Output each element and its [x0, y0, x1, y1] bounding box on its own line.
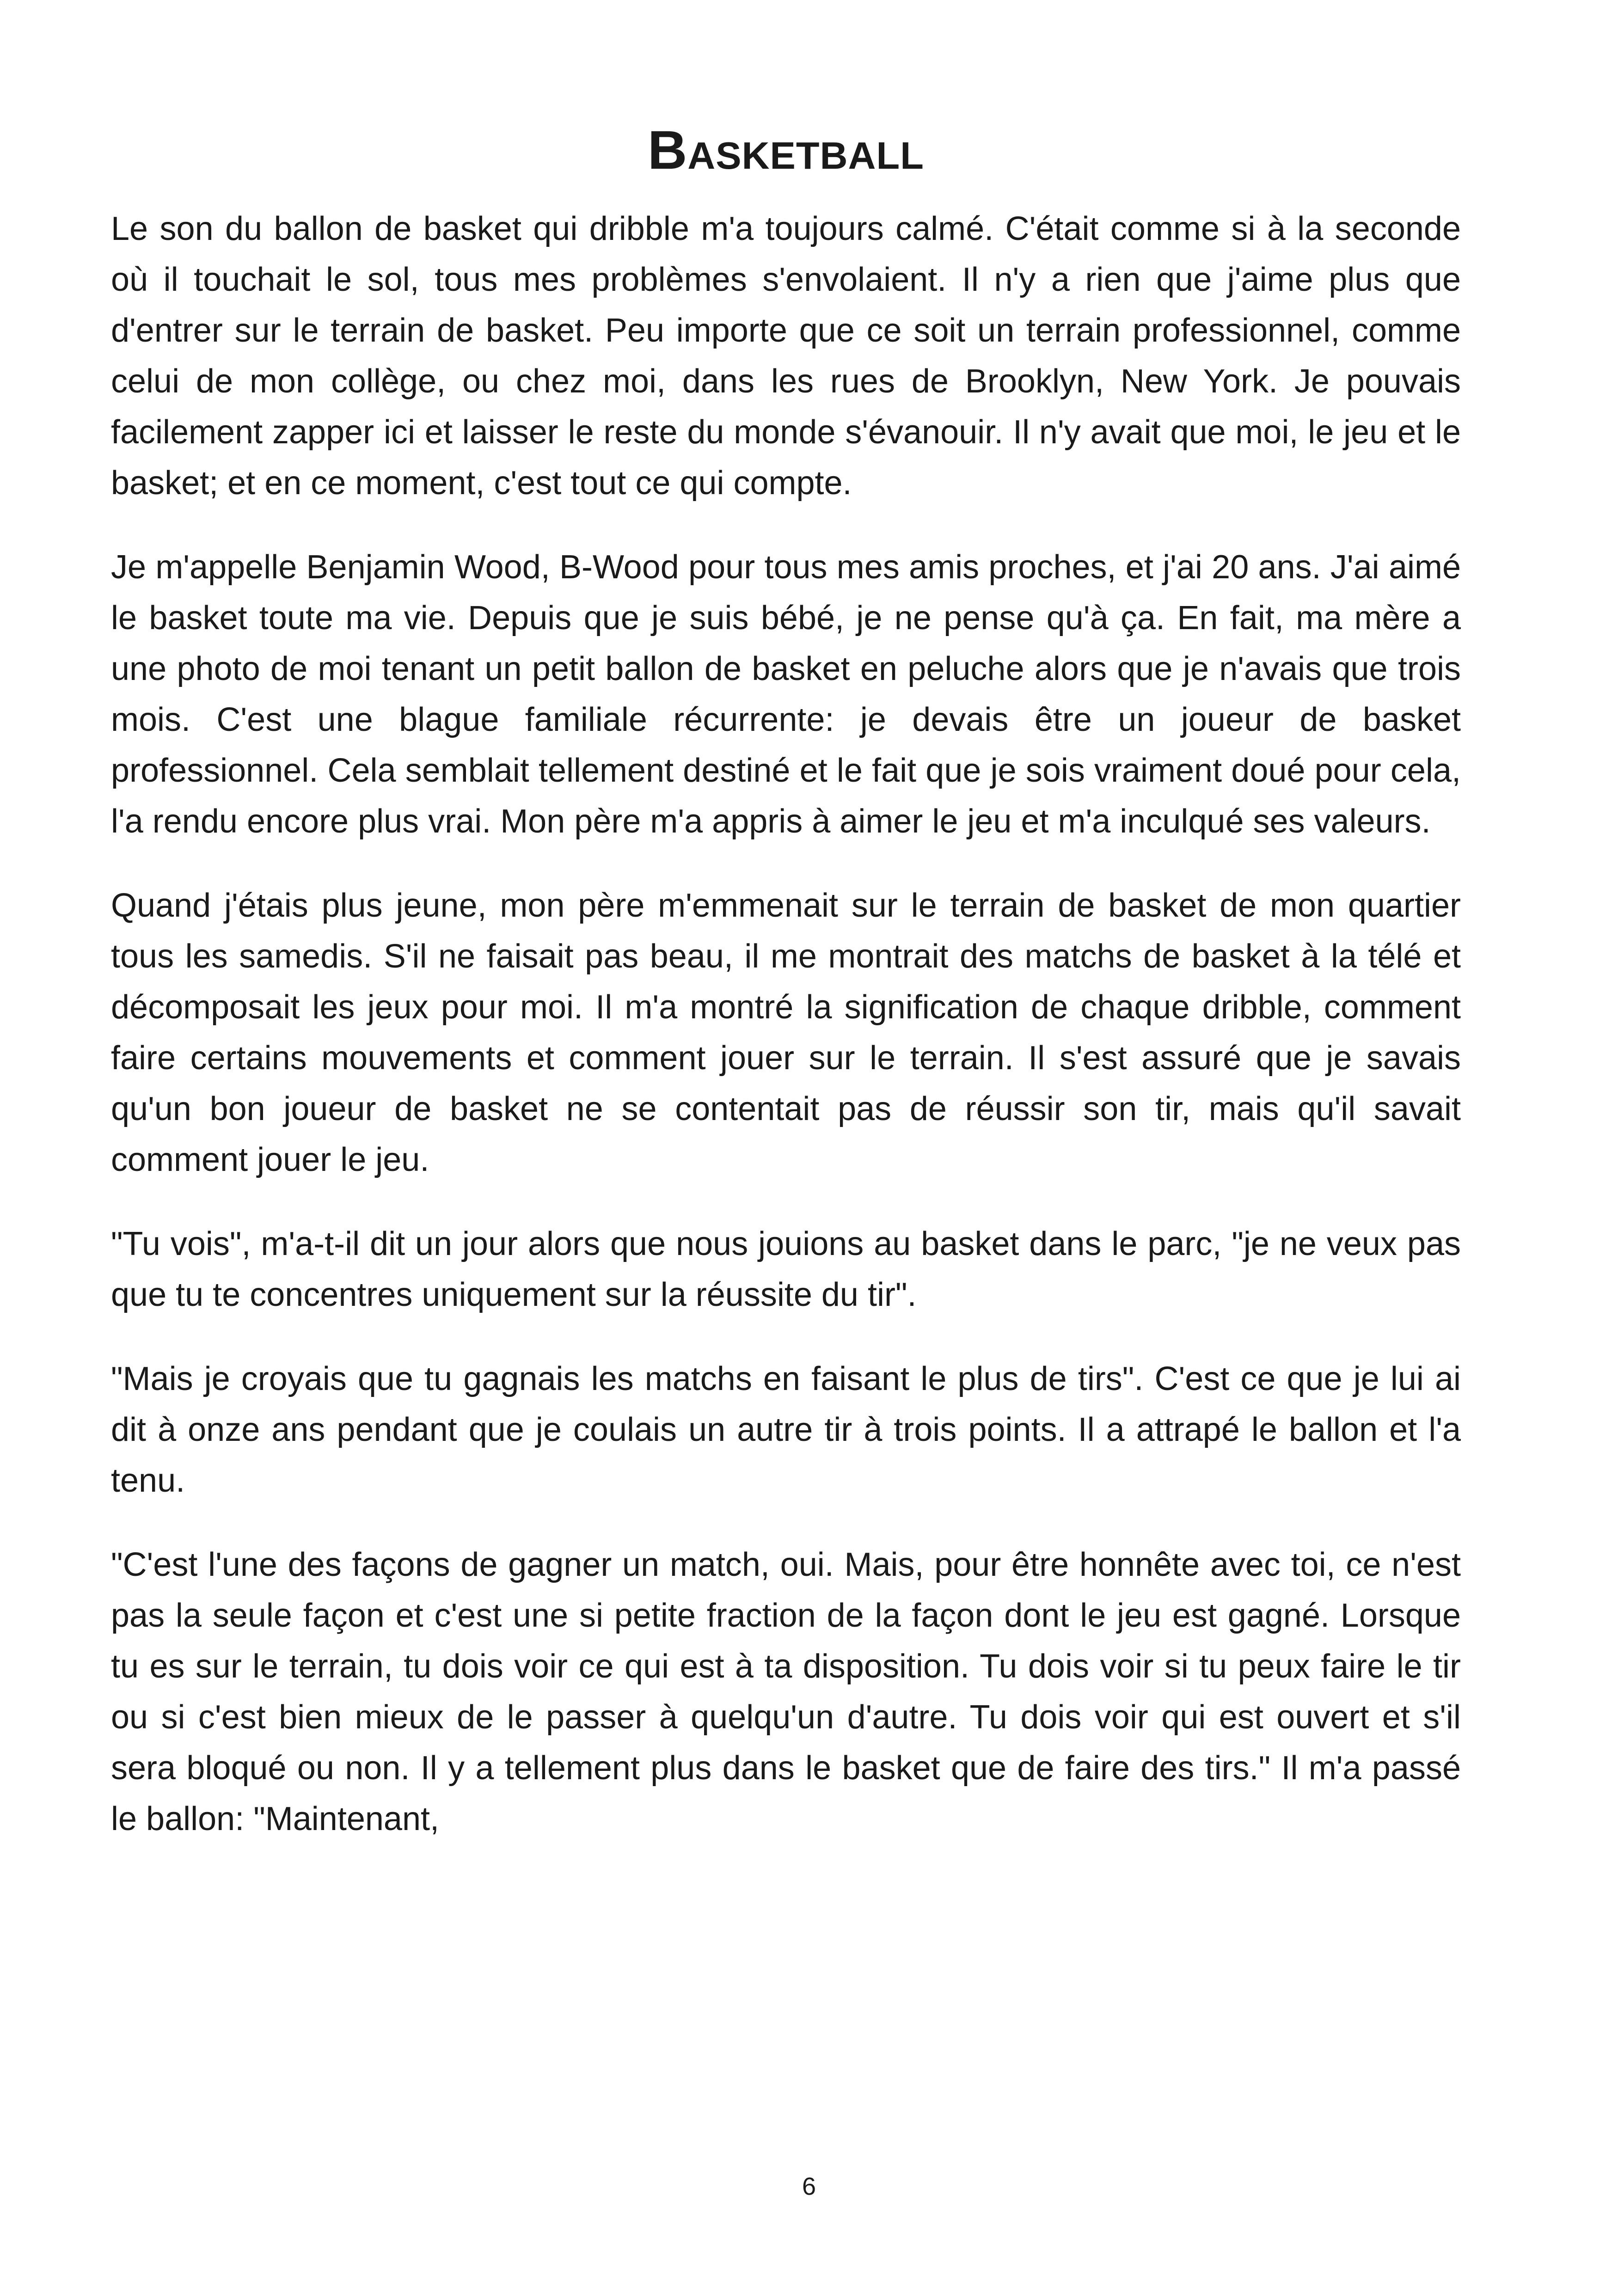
- page-number: 6: [802, 2173, 816, 2200]
- paragraph: "Mais je croyais que tu gagnais les matchs en faisant le plus de tirs". C'est ce que je lui ai dit à onze ans pendant que je coulais un autre tir à trois points. Il a attrapé le ballon et l'a tenu.: [111, 1360, 1461, 1499]
- paragraph: Le son du ballon de basket qui dribble m'a toujours calmé. C'était comme si à la seconde où il touchait le sol, tous mes problèmes s'envolaient. Il n'y a rien que j'aime plus que d'entrer sur le terrain de basket. Peu importe que ce soit un terrain professionnel, comme celui de mon collège, ou chez moi, dans les rues de Brooklyn, New York. Je pouvais facilement zapper ici et laisser le reste du monde s'évanouir. Il n'y avait que moi, le jeu et le basket; et en ce moment, c'est tout ce qui compte.: [111, 210, 1461, 502]
- paragraph: Je m'appelle Benjamin Wood, B-Wood pour tous mes amis proches, et j'ai 20 ans. J'ai aimé le basket toute ma vie. Depuis que je suis bébé, je ne pense qu'à ça. En fait, ma mère a une photo de moi tenant un petit ballon de basket en peluche alors que je n'avais que trois mois. C'est une blague familiale récurrente: je devais être un joueur de basket professionnel. Cela semblait tellement destiné et le fait que je sois vraiment doué pour cela, l'a rendu encore plus vrai. Mon père m'a appris à aimer le jeu et m'a inculqué ses valeurs.: [111, 549, 1461, 840]
- paragraph: "C'est l'une des façons de gagner un match, oui. Mais, pour être honnête avec toi, ce n'est pas la seule façon et c'est une si petite fraction de la façon dont le jeu est gagné. Lorsque tu es sur le terrain, tu dois voir ce qui est à ta disposition. Tu dois voir si tu peux faire le tir ou si c'est bien mieux de le passer à quelqu'un d'autre. Tu dois voir qui est ouvert et s'il sera bloqué ou non. Il y a tellement plus dans le basket que de faire des tirs." Il m'a passé le ballon: "Maintenant,: [111, 1546, 1461, 1837]
- chapter-title: Basketball: [648, 120, 924, 181]
- paragraph: Quand j'étais plus jeune, mon père m'emmenait sur le terrain de basket de mon quartier tous les samedis. S'il ne faisait pas beau, il me montrait des matchs de basket à la télé et décomposait les jeux pour moi. Il m'a montré la signification de chaque dribble, comment faire certains mouvements et comment jouer sur le terrain. Il s'est assuré que je savais qu'un bon joueur de basket ne se contentait pas de réussir son tir, mais qu'il savait comment jouer le jeu.: [111, 887, 1461, 1178]
- paragraph: "Tu vois", m'a-t-il dit un jour alors que nous jouions au basket dans le parc, "je ne veux pas que tu te concentres uniquement sur la réussite du tir".: [111, 1225, 1461, 1313]
- document-page: [111, 116, 1461, 1878]
